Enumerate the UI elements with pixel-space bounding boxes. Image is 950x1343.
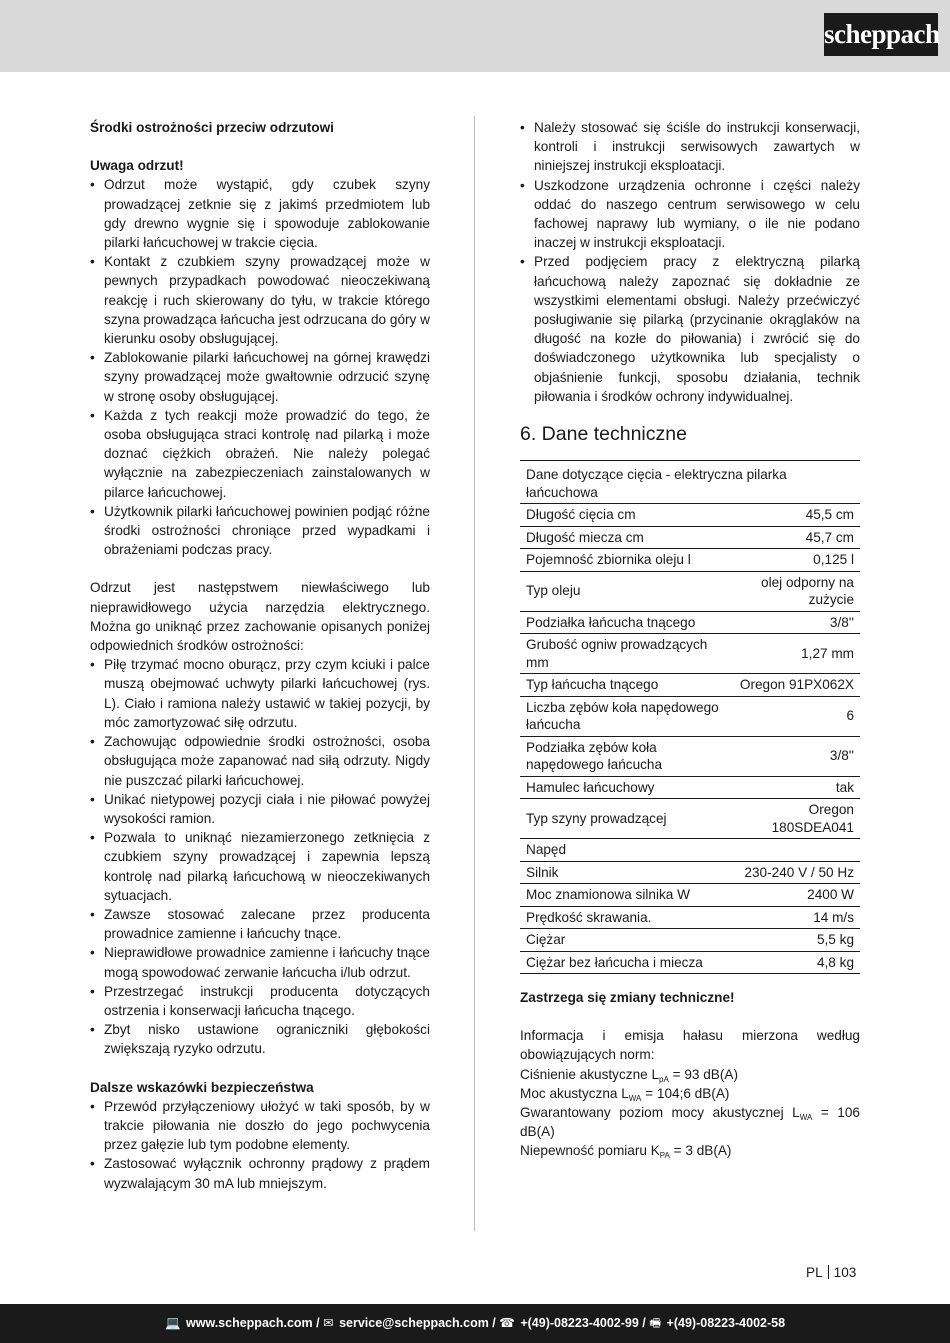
right-column xyxy=(520,118,860,1161)
spec-label: Podziałka łańcucha tnącego xyxy=(520,611,730,634)
noise-line-subscript: WA xyxy=(799,1113,813,1123)
footer-fax: +(49)-08223-4002-58 xyxy=(666,1316,786,1330)
noise-line-value: = 106 dB(A) xyxy=(520,1105,860,1140)
column-divider xyxy=(474,116,475,1231)
table-row xyxy=(520,696,860,736)
header-bar xyxy=(0,0,950,72)
table-row xyxy=(520,634,860,674)
list-item: • Każda z tych reakcji może prowadzić do tego, że osoba obsługująca straci kontrolę nad pilarką i może doznać ciężkich obrażeń. Nie należy polegać wyłącznie na zabezpieczeniach zainstalowanych w pilarce łańcuchowej. xyxy=(90,406,430,502)
spec-value: Oregon 91PX062X xyxy=(730,674,860,697)
table-row xyxy=(520,526,860,549)
spec-value: 1,27 mm xyxy=(730,634,860,674)
further-safety-heading: Dalsze wskazówki bezpieczeństwa xyxy=(90,1079,314,1095)
spec-value: tak xyxy=(730,776,860,799)
list-item: • Przestrzegać instrukcji producenta dotyczących ostrzenia i konserwacji łańcucha tnącego. xyxy=(90,982,430,1020)
table-row xyxy=(520,504,860,527)
spec-value xyxy=(730,839,860,862)
brand-logo: scheppach xyxy=(824,13,938,56)
mail-icon: ✉ xyxy=(323,1316,334,1330)
noise-line xyxy=(520,1065,860,1084)
list-item: • Piłę trzymać mocno oburącz, przy czym kciuki i palce muszą obejmować uchwyty pilarki łańcuchowej (rys. L). Ciało i ramiona należy ustawić w takiej pozycji, by móc zamortyzować siłę odrzutu. xyxy=(90,655,430,732)
list-item: • Nieprawidłowe prowadnice zamienne i łańcuchy tnące mogą spowodować zerwanie łańcucha i/lub odrzut. xyxy=(90,943,430,981)
noise-line-subscript: PA xyxy=(659,1151,670,1161)
maintenance-bullet-list xyxy=(520,118,860,406)
noise-line-value: = 104;6 dB(A) xyxy=(641,1085,730,1101)
spec-value: 0,125 l xyxy=(730,549,860,572)
table-caption-row xyxy=(520,461,860,504)
kickback-warning-title: Uwaga odrzut! xyxy=(90,158,184,174)
spec-value: 230-240 V / 50 Hz xyxy=(730,861,860,884)
table-row xyxy=(520,571,860,611)
spec-label: Typ szyny prowadzącej xyxy=(520,799,730,839)
table-row xyxy=(520,549,860,572)
footer-phone: +(49)-08223-4002-99 / xyxy=(520,1316,646,1330)
table-row xyxy=(520,799,860,839)
spec-label: Moc znamionowa silnika W xyxy=(520,884,730,907)
list-item: • Należy stosować się ściśle do instrukcji konserwacji, kontroli i instrukcji serwisowych zawartych w niniejszej instrukcji eksploatacji. xyxy=(520,118,860,176)
technical-changes-note: Zastrzega się zmiany techniczne! xyxy=(520,990,735,1006)
table-row xyxy=(520,906,860,929)
spec-label: Napęd xyxy=(520,839,730,862)
spec-value: 3/8'' xyxy=(730,736,860,776)
list-item: • Zbyt nisko ustawione ograniczniki głębokości zwiększają ryzyko odrzutu. xyxy=(90,1020,430,1058)
table-row xyxy=(520,674,860,697)
noise-line xyxy=(520,1103,860,1141)
spec-label: Silnik xyxy=(520,861,730,884)
page-number xyxy=(806,1265,856,1280)
list-item: • Kontakt z czubkiem szyny prowadzącej może w pewnych przypadkach powodować nieoczekiwaną reakcję i ruch skierowany do tyłu, w trakcie którego szyna prowadząca łańcucha jest odrzucana do góry w kierunku osoby obsługującej. xyxy=(90,252,430,348)
spec-label: Liczba zębów koła napędowego łańcucha xyxy=(520,696,730,736)
spec-value: 2400 W xyxy=(730,884,860,907)
table-row xyxy=(520,861,860,884)
noise-line xyxy=(520,1084,860,1103)
spec-value: 14 m/s xyxy=(730,906,860,929)
noise-line-label: Gwarantowany poziom mocy akustycznej L xyxy=(520,1105,800,1121)
technical-data-title: 6. Dane techniczne xyxy=(520,423,687,446)
list-item: • Pozwala to uniknąć niezamierzonego zetknięcia z czubkiem szyny prowadzącej i zapewnia lepszą kontrolę nad pilarką łańcuchową w nieoczekiwanych sytuacjach. xyxy=(90,828,430,905)
spec-label: Ciężar bez łańcucha i miecza xyxy=(520,951,730,974)
spec-label: Hamulec łańcuchowy xyxy=(520,776,730,799)
noise-line-label: Niepewność pomiaru K xyxy=(520,1143,660,1159)
list-item: • Zachowując odpowiednie środki ostrożności, osoba obsługująca może zapanować nad siłą odrzuty. Nigdy nie puszczać pilarki łańcuchowej. xyxy=(90,732,430,790)
spec-value: 6 xyxy=(730,696,860,736)
noise-line-label: Ciśnienie akustyczne L xyxy=(520,1066,660,1082)
left-column xyxy=(90,118,430,1193)
spec-value: 3/8'' xyxy=(730,611,860,634)
table-row xyxy=(520,884,860,907)
noise-values xyxy=(520,1065,860,1161)
list-item: • Użytkownik pilarki łańcuchowej powinien podjąć różne środki ostrożności chroniące przed wypadkami i obrażeniami podczas pracy. xyxy=(90,502,430,560)
list-item: • Przewód przyłączeniowy ułożyć w taki sposób, by w trakcie piłowania nie doszło do jego pochwycenia przez gałęzie lub tym podobne elementy. xyxy=(90,1097,430,1155)
spec-value: 5,5 kg xyxy=(730,929,860,952)
list-item: • Zablokowanie pilarki łańcuchowej na górnej krawędzi szyny prowadzącej może gwałtownie odrzucić szynę w stronę osoby obsługującej. xyxy=(90,348,430,406)
spec-label: Grubość ogniw prowadzących mm xyxy=(520,634,730,674)
footer-email[interactable]: service@scheppach.com / xyxy=(339,1316,496,1330)
table-row xyxy=(520,929,860,952)
spec-value: 45,7 cm xyxy=(730,526,860,549)
spec-value: olej odporny na zużycie xyxy=(730,571,860,611)
precaution-bullet-list xyxy=(90,655,430,1058)
page-separator xyxy=(828,1265,829,1279)
spec-label: Pojemność zbiornika oleju l xyxy=(520,549,730,572)
spec-label: Typ łańcucha tnącego xyxy=(520,674,730,697)
list-item: • Odrzut może wystąpić, gdy czubek szyny prowadzącej zetknie się z jakimś przedmiotem lub gdy drewno wygnie się i spowoduje zablokowanie pilarki łańcuchowej w trakcie cięcia. xyxy=(90,175,430,252)
footer-bar xyxy=(0,1304,950,1343)
footer-website[interactable]: www.scheppach.com / xyxy=(186,1316,320,1330)
noise-line-value: = 3 dB(A) xyxy=(669,1143,732,1159)
table-row xyxy=(520,776,860,799)
noise-line-subscript: pA xyxy=(659,1074,669,1084)
spec-value: 45,5 cm xyxy=(730,504,860,527)
spec-label: Typ oleju xyxy=(520,571,730,611)
noise-line-label: Moc akustyczna L xyxy=(520,1085,629,1101)
spec-label: Podziałka zębów koła napędowego łańcucha xyxy=(520,736,730,776)
spec-label: Długość miecza cm xyxy=(520,526,730,549)
fax-icon: 🖷 xyxy=(649,1316,662,1330)
list-item: • Uszkodzone urządzenia ochronne i części należy oddać do naszego centrum serwisowego w celu fachowej naprawy lub wymiany, o ile nie podano inaczej w instrukcji eksploatacji. xyxy=(520,176,860,253)
page-number-value: 103 xyxy=(833,1265,857,1280)
noise-line-value: = 93 dB(A) xyxy=(668,1066,738,1082)
list-item: • Zawsze stosować zalecane przez producenta prowadnice zamienne i łańcuchy tnące. xyxy=(90,905,430,943)
spec-value: Oregon 180SDEA041 xyxy=(730,799,860,839)
kickback-heading: Środki ostrożności przeciw odrzutowi xyxy=(90,120,334,135)
table-row xyxy=(520,736,860,776)
warning-bullet-list xyxy=(90,175,430,559)
noise-line-subscript: WA xyxy=(628,1093,642,1103)
spec-label: Ciężar xyxy=(520,929,730,952)
kickback-cause-paragraph: Odrzut jest następstwem niewłaściwego lub nieprawidłowego użycia narzędzia elektrycznego. Można go uniknąć przez zachowanie opisanych poniżej odpowiednich środków ostrożności: xyxy=(90,580,430,654)
noise-line xyxy=(520,1141,860,1160)
spec-label: Prędkość skrawania. xyxy=(520,906,730,929)
phone-icon: ☎ xyxy=(499,1316,515,1330)
list-item: • Zastosować wyłącznik ochronny prądowy z prądem wyzwalającym 30 mA lub mniejszym. xyxy=(90,1154,430,1192)
table-row xyxy=(520,951,860,974)
table-row xyxy=(520,839,860,862)
list-item: • Unikać nietypowej pozycji ciała i nie piłować powyżej wysokości ramion. xyxy=(90,790,430,828)
page-language: PL xyxy=(806,1265,823,1280)
technical-data-table xyxy=(520,460,860,974)
computer-icon: 💻 xyxy=(164,1316,181,1330)
noise-intro: Informacja i emisja hałasu mierzona według obowiązujących norm: xyxy=(520,1028,860,1063)
table-caption: Dane dotyczące cięcia - elektryczna pilarka łańcuchowa xyxy=(520,461,860,504)
table-row xyxy=(520,611,860,634)
spec-label: Długość cięcia cm xyxy=(520,504,730,527)
spec-value: 4,8 kg xyxy=(730,951,860,974)
further-safety-bullet-list xyxy=(90,1097,430,1193)
list-item: • Przed podjęciem pracy z elektryczną pilarką łańcuchową należy zapoznać się dokładnie ze wszystkimi elementami obsługi. Należy przećwiczyć posługiwanie się pilarką (przycinanie okrąglaków na długość na kozłe do piłowania) i zwrócić się do doświadczonego użytkownika lub specjalisty o objaśnienie funkcji, sposobu działania, technik piłowania i środków ochrony indywidualnej. xyxy=(520,252,860,406)
